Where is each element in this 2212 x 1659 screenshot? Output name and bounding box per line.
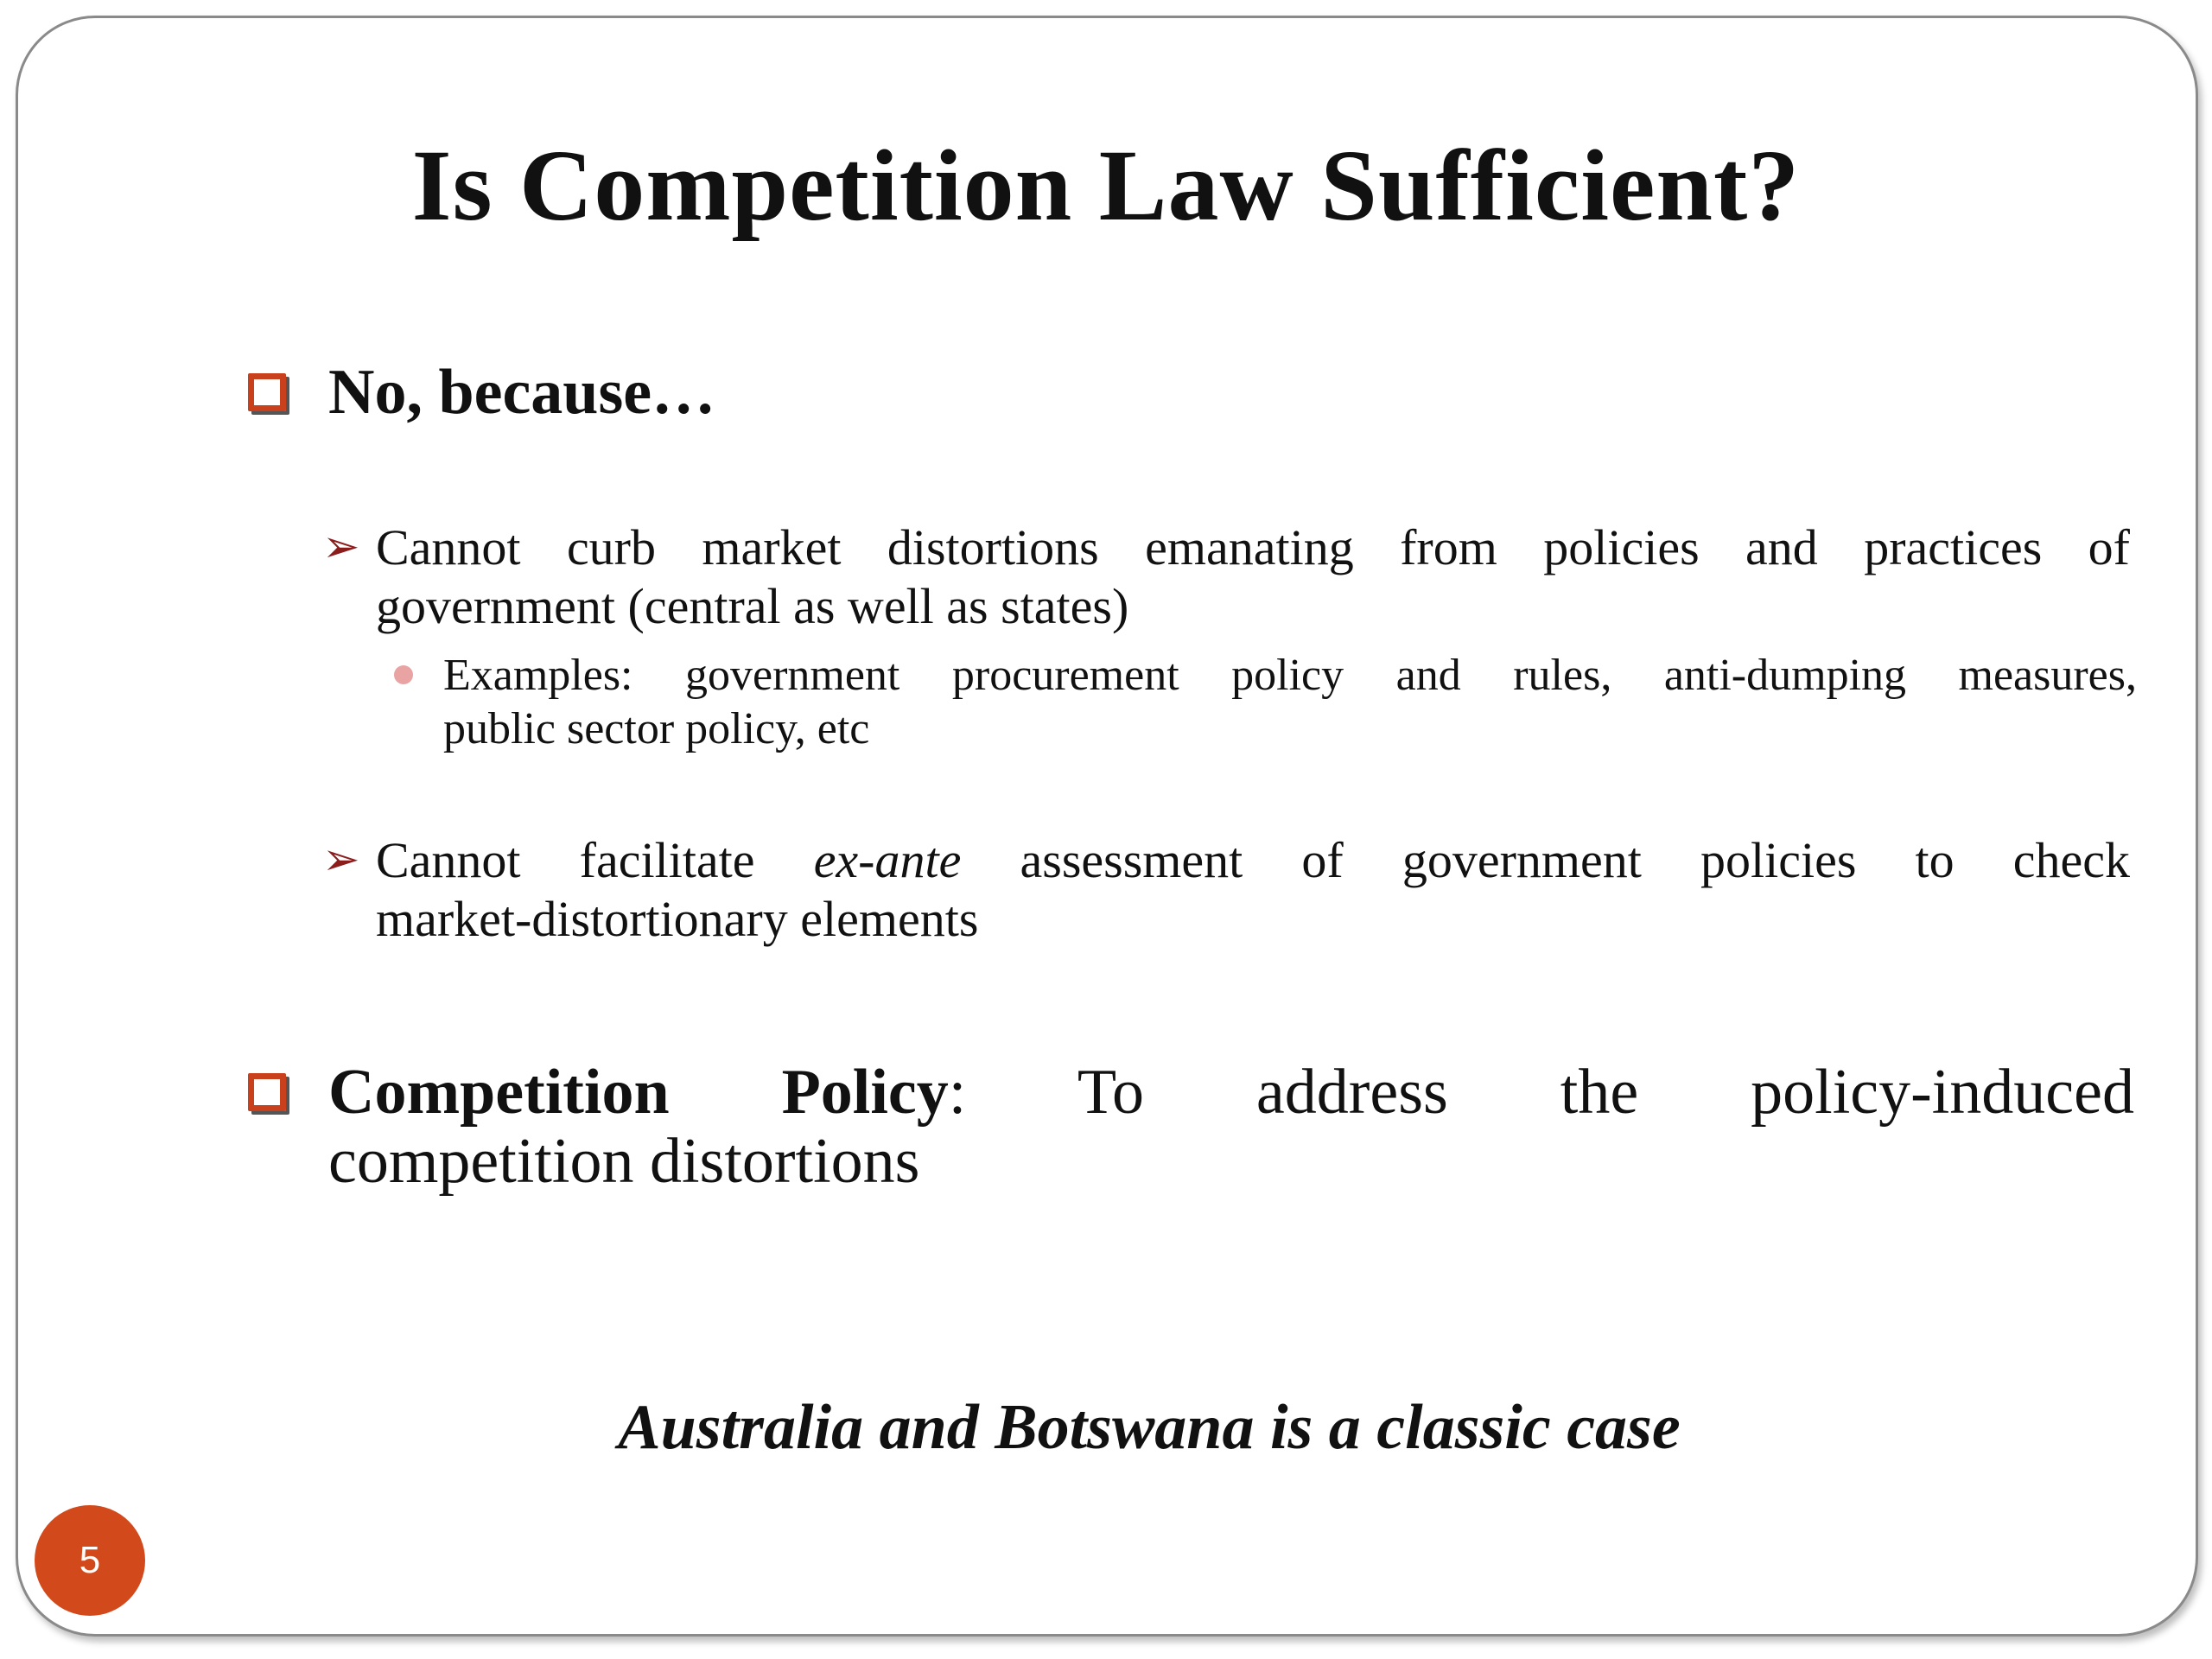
arrow-bullet-icon: ➢	[322, 836, 360, 885]
slide-number-badge: 5	[35, 1505, 145, 1616]
dot-bullet-icon	[394, 665, 413, 684]
sub-bullet-ex-ante	[376, 831, 2130, 949]
examples-line-2: public sector policy, etc	[443, 704, 870, 753]
examples-line-1: Examples: government procurement policy and rules, anti-dumping measures,	[443, 651, 2137, 700]
ex-ante-suffix: assessment of government policies to check	[1020, 832, 2131, 888]
sub-bullet-curb-distortions	[376, 518, 2130, 636]
sub-bullet-line-2: government (central as well as states)	[376, 578, 1129, 634]
competition-policy-line-2: competition distortions	[328, 1126, 920, 1197]
sub-bullet-ex-ante-line-1	[376, 831, 2130, 890]
bullet-competition-policy	[328, 1058, 2134, 1196]
competition-policy-term: Competition Policy	[328, 1057, 949, 1128]
arrow-bullet-icon: ➢	[322, 523, 360, 572]
ex-ante-term: ex-ante	[813, 832, 962, 888]
classic-case-tagline: Australia and Botswana is a classic case	[618, 1392, 1681, 1463]
examples-text	[443, 649, 2137, 756]
sub-bullet-ex-ante-line-2: market-distortionary elements	[376, 891, 979, 947]
sub-bullet-line-1: Cannot curb market distortions emanating from policies and practices of	[376, 519, 2130, 575]
square-bullet-icon	[248, 1073, 286, 1111]
bullet-no-because: No, because…	[328, 357, 716, 428]
competition-policy-definition: : To address the policy-induced	[948, 1057, 2134, 1128]
ex-ante-prefix: Cannot facilitate	[376, 832, 755, 888]
competition-policy-line-1	[328, 1058, 2134, 1127]
slide-title: Is Competition Law Sufficient?	[411, 129, 1801, 242]
square-bullet-icon	[248, 373, 286, 411]
